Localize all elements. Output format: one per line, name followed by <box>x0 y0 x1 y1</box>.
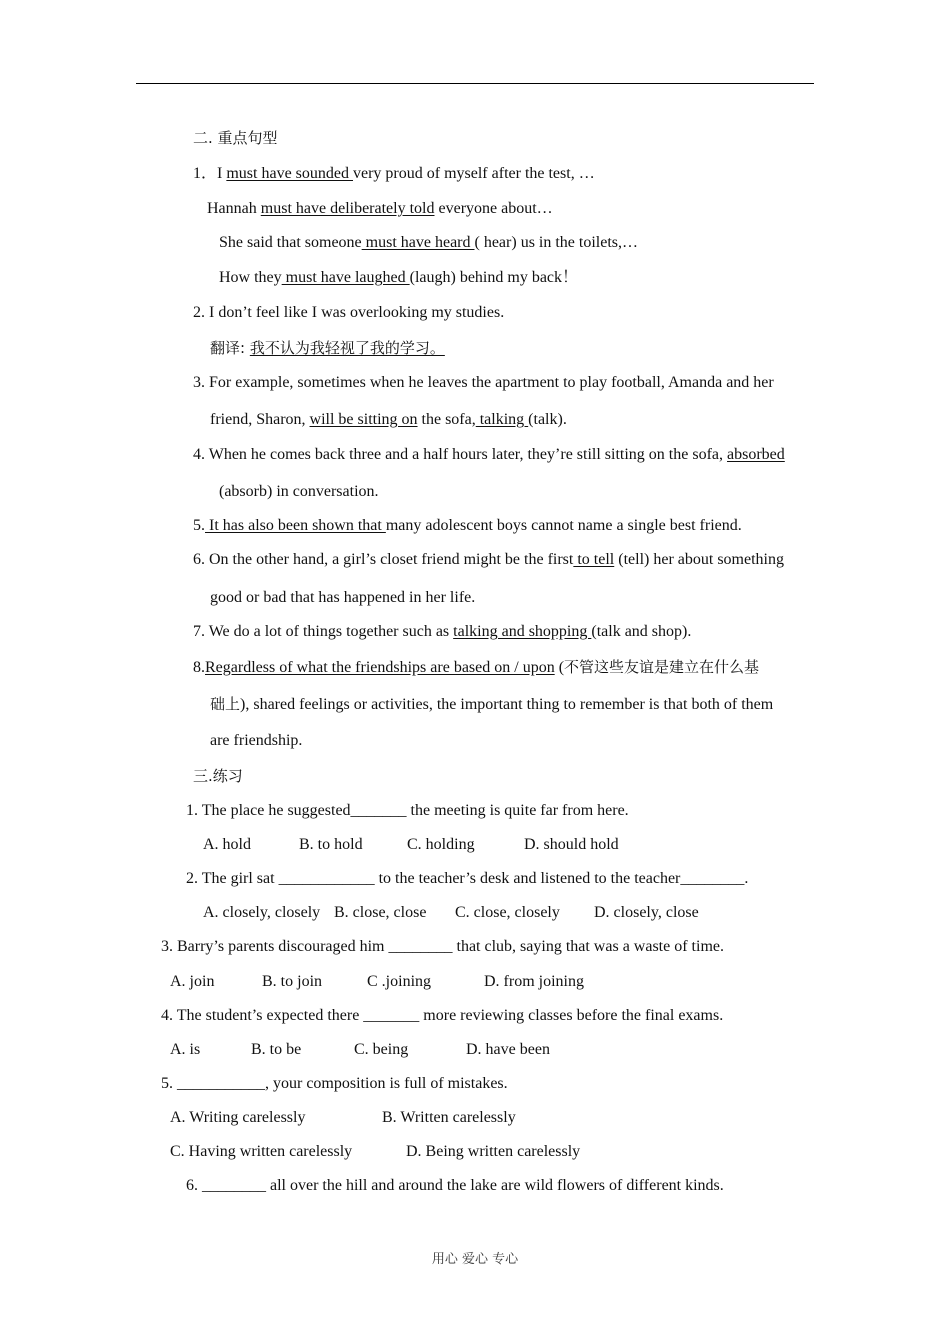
text: Hannah <box>207 200 261 217</box>
q3-option-a: A. join <box>170 973 215 990</box>
sentence-6a <box>193 550 784 570</box>
question-1-stem: 1. The place he suggested_______ the meeting is quite far from here. <box>186 802 629 819</box>
sentence-1c <box>219 233 638 253</box>
answer: Regardless of what the friendships are based on / upon <box>205 659 555 676</box>
q3-option-d: D. from joining <box>484 973 584 990</box>
q4-option-d: D. have been <box>466 1041 550 1058</box>
answer: must have sounded <box>226 165 353 182</box>
q1-option-a: A. hold <box>203 836 251 853</box>
sentence-4b: (absorb) in conversation. <box>219 483 379 500</box>
q2-option-d: D. closely, close <box>594 904 699 921</box>
question-4-stem: 4. The student’s expected there _______ more reviewing classes before the final exams. <box>161 1007 724 1024</box>
q3-option-c: C .joining <box>367 973 432 990</box>
label: 翻译: <box>210 339 250 357</box>
q5-option-a: A. Writing carelessly <box>170 1109 306 1126</box>
question-2-stem: 2. The girl sat ____________ to the teacher’s desk and listened to the teacher________. <box>186 870 749 887</box>
q5-option-b: B. Written carelessly <box>382 1109 516 1126</box>
sentence-2a: 2. I don’t feel like I was overlooking my studies. <box>193 304 505 321</box>
text: ( hear) us in the toilets,… <box>474 234 639 251</box>
text: everyone about… <box>434 200 553 217</box>
text: 6. On the other hand, a girl’s closet friend might be the first <box>193 551 574 568</box>
sentence-8a <box>193 657 759 678</box>
sentence-1a <box>193 164 595 184</box>
page-footer: 用心 爱心 专心 <box>431 1252 519 1267</box>
text: 7. We do a lot of things together such as <box>193 623 454 640</box>
sentence-3a: 3. For example, sometimes when he leaves the apartment to play football, Amanda and her <box>193 374 774 391</box>
header-rule <box>136 83 814 84</box>
sentence-5 <box>193 516 742 536</box>
answer: 我不认为我轻视了我的学习。 <box>249 339 445 357</box>
sentence-6b: good or bad that has happened in her life. <box>210 589 476 606</box>
q1-option-d: D. should hold <box>524 836 619 853</box>
text: friend, Sharon, <box>210 411 310 428</box>
q1-option-b: B. to hold <box>299 836 363 853</box>
text: (laugh) behind my back！ <box>409 269 579 286</box>
answer: It has also been shown that <box>205 517 386 534</box>
answer: talking <box>475 411 529 428</box>
q2-option-b: B. close, close <box>334 904 427 921</box>
text: ), shared feelings or activities, the important thing to remember is that both of them <box>240 696 774 713</box>
q4-option-c: C. being <box>354 1041 409 1058</box>
answer: talking and shopping <box>453 623 592 640</box>
answer: must have heard <box>361 234 475 251</box>
answer: absorbed <box>727 446 785 463</box>
question-5-stem: 5. ___________, your composition is full of mistakes. <box>161 1075 508 1092</box>
section-heading-key-sentences: 二. 重点句型 <box>193 129 278 147</box>
q4-option-a: A. is <box>170 1041 201 1058</box>
text: (tell) her about something <box>614 551 784 568</box>
text: 1．I <box>193 165 227 182</box>
text: the sofa, <box>417 411 476 428</box>
sentence-8c: are friendship. <box>210 732 303 749</box>
answer: must have deliberately told <box>260 200 435 217</box>
q2-option-a: A. closely, closely <box>203 904 321 921</box>
sentence-3b <box>210 410 567 430</box>
text: many adolescent boys cannot name a single best friend. <box>385 517 742 534</box>
translation: 不管这些友谊是建立在什么基 <box>564 658 760 676</box>
sentence-4a <box>193 445 785 465</box>
translation: 础上 <box>210 695 241 713</box>
q3-option-b: B. to join <box>262 973 323 990</box>
text: 4. When he comes back three and a half hours later, they’re still sitting on the sofa, <box>193 446 728 463</box>
text: She said that someone <box>219 234 362 251</box>
q2-option-c: C. close, closely <box>455 904 560 921</box>
question-6-stem: 6. ________ all over the hill and around the lake are wild flowers of different kinds. <box>186 1177 724 1194</box>
sentence-8b <box>210 694 773 715</box>
text: very proud of myself after the test, … <box>353 165 595 182</box>
text: (talk and shop). <box>591 623 692 640</box>
sentence-7 <box>193 622 691 642</box>
answer: to tell <box>573 551 615 568</box>
text: ( <box>554 659 565 676</box>
answer: will be sitting on <box>309 411 418 428</box>
question-3-stem: 3. Barry’s parents discouraged him ________ that club, saying that was a waste of time. <box>161 938 724 955</box>
q5-option-d: D. Being written carelessly <box>406 1143 581 1160</box>
text: (talk). <box>528 411 567 428</box>
text: How they <box>219 269 282 286</box>
q5-option-c: C. Having written carelessly <box>170 1143 353 1160</box>
text: 5. <box>193 517 205 534</box>
sentence-2b-translation <box>210 338 445 359</box>
sentence-1d <box>219 268 578 288</box>
q4-option-b: B. to be <box>251 1041 302 1058</box>
text: 8. <box>193 659 205 676</box>
sentence-1b <box>207 199 553 219</box>
section-heading-exercises: 三.练习 <box>193 767 243 785</box>
q1-option-c: C. holding <box>407 836 475 853</box>
answer: must have laughed <box>281 269 410 286</box>
